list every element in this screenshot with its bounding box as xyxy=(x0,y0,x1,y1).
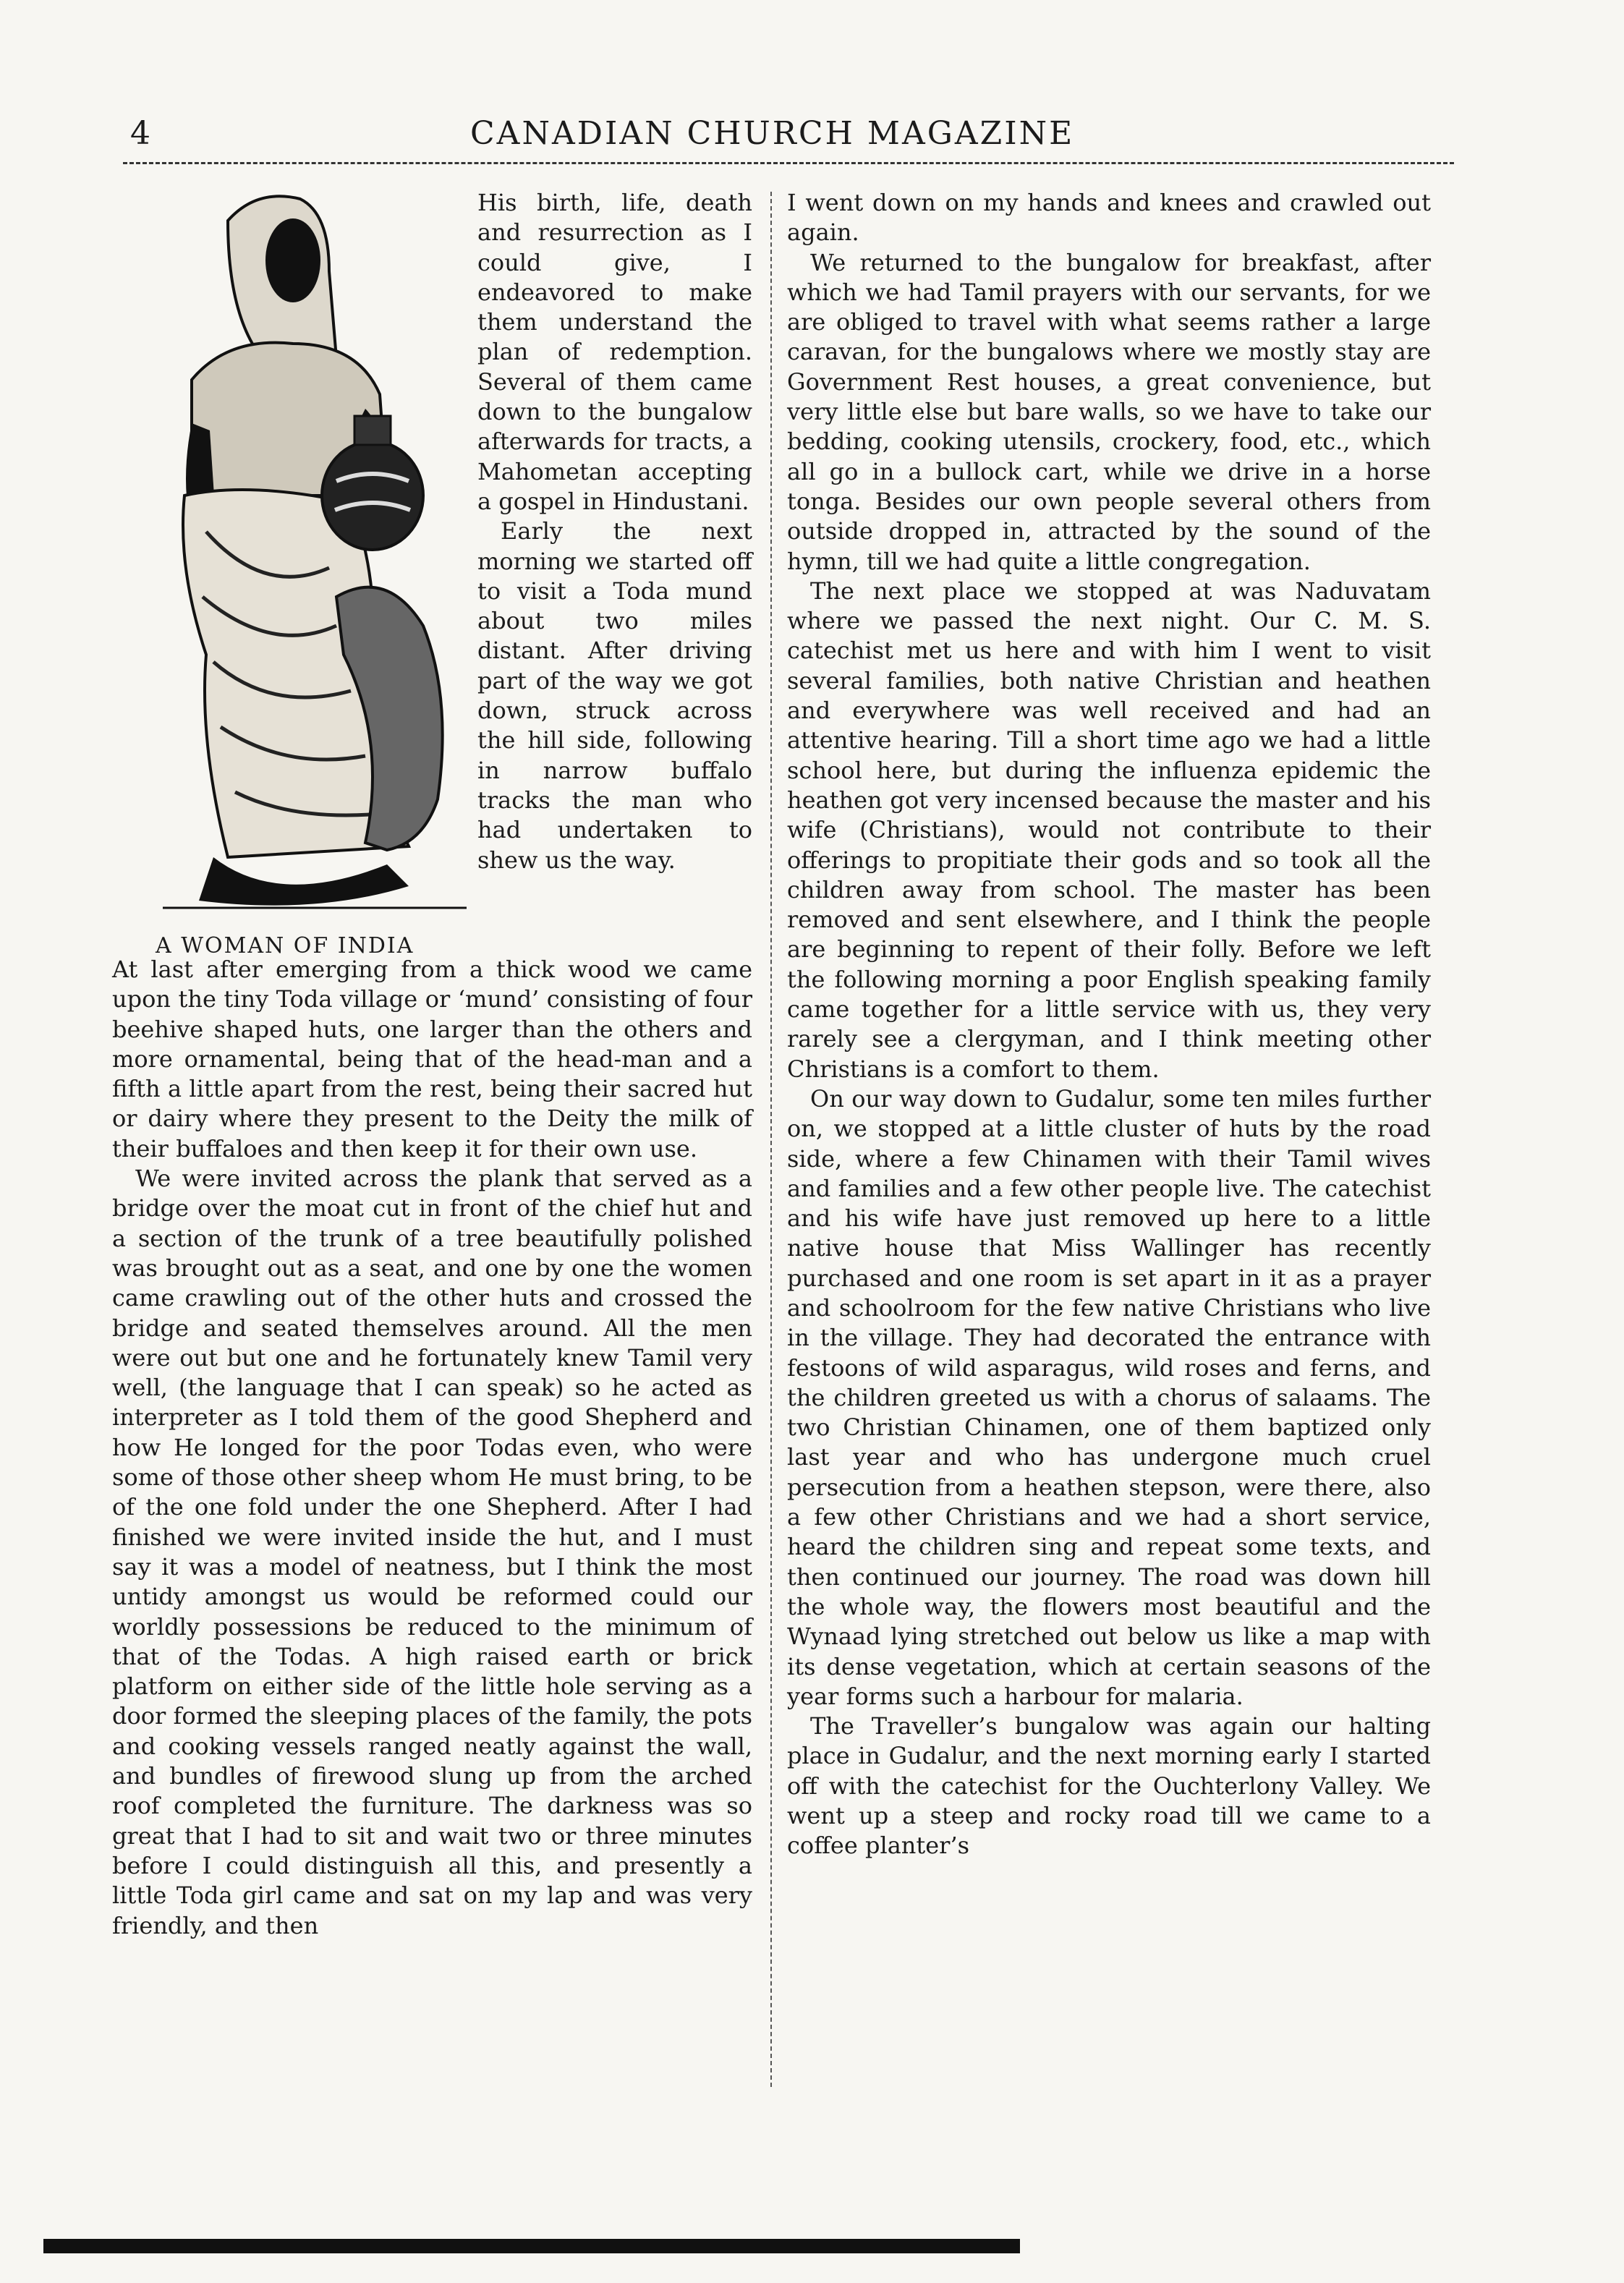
column-1-bottom-text xyxy=(112,955,752,1941)
paragraph: We returned to the bungalow for breakfast, after which we had Tamil prayers with our servants, for we are obliged to travel with what seems rather a large caravan, for the bungalows where we mostly stay are Government Rest houses, a great convenience, but very little else but bare walls, so we have to take our bedding, cooking utensils, crockery, food, etc., which all go in a bullock cart, while we drive in a horse tonga. Besides our own people several others from outside dropped in, attracted by the sound of the hymn, till we had quite a little congregation. xyxy=(787,248,1431,575)
paragraph: The next place we stopped at was Naduvatam where we passed the next night. Our C. M. S. catechist met us here and with him I went to visit several families, both native Christian and heathen and everywhere was well received and had an attentive hearing. Till a short time ago we had a little school here, but during the influenza epidemic the heathen got very incensed because the master and his wife (Christians), would not contribute to their offerings to propitiate their gods and so took all the children away from school. The master has been removed and sent elsewhere, and I think the people are beginning to repent of their folly. Before we left the following morning a poor English speaking family came together for a little service with us, they very rarely see a clergyman, and I think meeting other Christians is a comfort to them. xyxy=(787,577,1431,1083)
paragraph: I went down on my hands and knees and crawled out again. xyxy=(787,189,1431,247)
woman-of-india-illustration xyxy=(148,192,481,973)
paragraph: His birth, life, death and resurrection as I could give, I endeavored to make them understand the plan of redemption. Several of them came down to the bungalow afterwards for tracts, a Mahometan accepting a gospel in Hindustani. xyxy=(477,189,752,515)
paragraph: At last after emerging from a thick wood we came upon the tiny Toda village or ‘mund’ consisting of four beehive shaped huts, one larger than the others and more ornamental, being that of the head-man and a fifth a little apart from the rest, being their sacred hut or dairy where they present to the Deity the milk of their buffaloes and then keep it for their own use. xyxy=(112,956,752,1162)
paragraph: Early the next morning we started off to visit a Toda mund about two miles distant. After driving part of the way we got down, struck across the hill side, following in narrow buffalo tracks the man who had undertaken to shew us the way. xyxy=(477,517,752,874)
page-number: 4 xyxy=(130,115,150,152)
paragraph: We were invited across the plank that served as a bridge over the moat cut in front of the chief hut and a section of the trunk of a tree beautifully polished was brought out as a seat, and one by one the women came crawling out of the other huts and crossed the bridge and seated themselves around. All the men were out but one and he fortunately knew Tamil very well, (the language that I can speak) so he acted as interpreter as I told them of the good Shepherd and how He longed for the poor Todas even, who were some of those other sheep whom He must bring, to be of the one fold under the one Shepherd. After I had finished we were invited inside the hut, and I must say it was a model of neatness, but I think the most untidy amongst us would be reformed could our worldly possessions be reduced to the minimum of that of the Todas. A high raised earth or brick platform on either side of the little hole serving as a door formed the sleeping places of the family, the pots and cooking vessels ranged neatly against the wall, and bundles of firewood slung up from the arched roof completed the furniture. The darkness was so great that I had to sit and wait two or three minutes before I could distinguish all this, and presently a little Toda girl came and sat on my lap and was very friendly, and then xyxy=(112,1165,752,1939)
column-divider xyxy=(770,192,772,2087)
figure-caption: A WOMAN OF INDIA xyxy=(156,933,414,958)
column-2-text xyxy=(787,188,1431,1861)
page-header xyxy=(123,109,1454,159)
paragraph: On our way down to Gudalur, some ten miles further on, we stopped at a little cluster of huts by the road side, where a few Chinamen with their Tamil wives and families and a few other people live. The catechist and his wife have just removed up here to a little native house that Miss Wallinger has recently purchased and one room is set apart in it as a prayer and schoolroom for the few native Christians who live in the village. They had decorated the entrance with festoons of wild asparagus, wild roses and ferns, and the children greeted us with a chorus of salaams. The two Christian Chinamen, one of them baptized only last year and who has undergone much cruel persecution from a heathen stepson, were there, also a few other Christians and we had a short service, heard the children sing and repeat some texts, and then continued our journey. The road was down hill the whole way, the flowers most beautiful and the Wynaad lying stretched out below us like a map with its dense vegetation, which at certain seasons of the year forms such a harbour for malaria. xyxy=(787,1084,1431,1710)
header-rule xyxy=(123,162,1454,164)
column-1-top-text xyxy=(477,188,752,875)
magazine-title: CANADIAN CHURCH MAGAZINE xyxy=(470,115,1075,152)
paragraph: The Traveller’s bungalow was again our halting place in Gudalur, and the next morning early I started off with the catechist for the Ouchterlony Valley. We went up a steep and rocky road till we came to a coffee planter’s xyxy=(787,1712,1431,1860)
woman-figure-drawing xyxy=(148,192,481,922)
footer-rule xyxy=(43,2239,1020,2253)
